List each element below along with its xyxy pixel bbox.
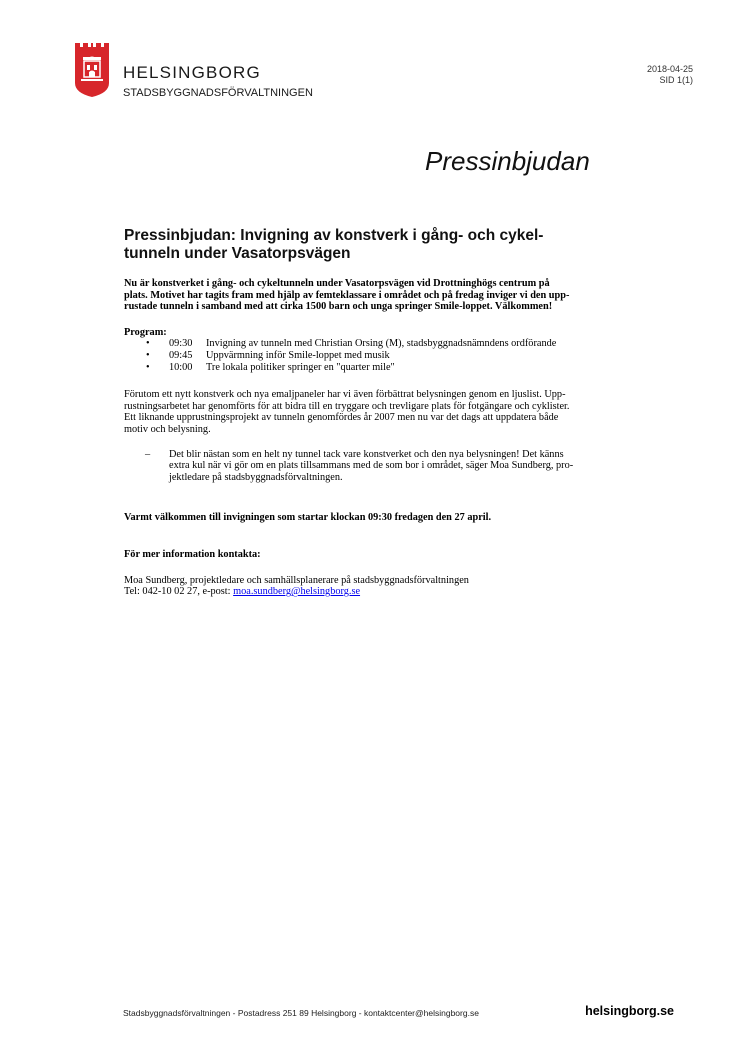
program-text: Invigning av tunneln med Christian Orsing (M), stadsbyggnadsnämndens ordförande xyxy=(206,338,557,350)
program-time: 09:45 xyxy=(169,349,193,361)
contact-email-link[interactable]: moa.sundberg@helsingborg.se xyxy=(233,586,361,598)
headline-line: tunneln under Vasatorpsvägen xyxy=(124,245,351,262)
city-crest-logo xyxy=(75,43,109,97)
body-line: Förutom ett nytt konstverk och nya emaljpaneler har vi även förbättrat belysningen genom en ljuslist. Upp- xyxy=(124,389,566,401)
program-list xyxy=(124,338,664,373)
contact-heading: För mer information kontakta: xyxy=(124,548,261,560)
contact-person: Moa Sundberg, projektledare och samhällsplanerare på stadsbyggnadsförvaltningen xyxy=(124,574,469,586)
headline-line: Pressinbjudan: Invigning av konstverk i gång- och cykel- xyxy=(124,227,544,244)
program-item xyxy=(124,338,664,350)
lead-paragraph xyxy=(124,278,664,313)
quote-line: jektledare på stadsbyggnadsförvaltningen. xyxy=(169,471,343,483)
contact-details xyxy=(124,575,664,598)
body-paragraph xyxy=(124,389,664,435)
body-line: Ett liknande upprustningsprojekt av tunneln genomfördes år 2007 men nu var det dags att uppdatera både xyxy=(124,412,559,424)
lead-line: Nu är konstverket i gång- och cykeltunneln under Vasatorpsvägen vid Drottninghögs centrum på xyxy=(124,278,550,289)
program-item xyxy=(124,362,664,374)
bullet-icon: • xyxy=(146,361,150,373)
department-name: STADSBYGGNADSFÖRVALTNINGEN xyxy=(123,87,313,99)
lead-line: rustade tunneln i samband med att cirka 1500 barn och unga springer Smile-loppet. Välkommen! xyxy=(124,301,553,313)
press-headline xyxy=(124,227,644,263)
program-text: Tre lokala politiker springer en "quarter mile" xyxy=(206,361,395,373)
program-time: 09:30 xyxy=(169,338,193,350)
page-indicator: SID 1(1) xyxy=(659,75,693,85)
document-meta xyxy=(647,64,693,86)
bullet-icon: • xyxy=(146,349,150,361)
quote-line: Det blir nästan som en helt ny tunnel tack vare konstverket och den nya belysningen! Det känns xyxy=(169,448,564,460)
body-line: rustningsarbetet har genomförts för att bidra till en tryggare och trevligare plats för fotgängare och cyklister. xyxy=(124,400,570,412)
program-text: Uppvärmning inför Smile-loppet med musik xyxy=(206,349,390,361)
quote-line: extra kul när vi gör om en plats tillsammans med de som bor i området, säger Moa Sundberg, pro- xyxy=(169,460,574,472)
quote-dash: – xyxy=(145,448,151,460)
program-time: 10:00 xyxy=(169,361,193,373)
quote-paragraph xyxy=(124,449,664,484)
document-type-title: Pressinbjudan xyxy=(425,146,590,176)
footer-address: Stadsbyggnadsförvaltningen - Postadress 251 89 Helsingborg - kontaktcenter@helsingborg.se xyxy=(123,1008,479,1018)
invitation-text: Varmt välkommen till invigningen som startar klockan 09:30 fredagen den 27 april. xyxy=(124,512,492,524)
program-item xyxy=(124,350,664,362)
org-name: HELSINGBORG xyxy=(123,63,261,82)
footer-website: helsingborg.se xyxy=(585,1004,674,1018)
bullet-icon: • xyxy=(146,338,150,350)
program-heading: Program: xyxy=(124,326,167,338)
document-date: 2018-04-25 xyxy=(646,64,693,74)
contact-phone: Tel: 042-10 02 27, e-post: xyxy=(124,586,234,598)
body-line: motiv och belysning. xyxy=(124,423,211,435)
article-body xyxy=(124,278,664,598)
lead-line: plats. Motivet har tagits fram med hjälp av femteklassare i området och på fredag inviger vi den upp- xyxy=(124,289,570,301)
